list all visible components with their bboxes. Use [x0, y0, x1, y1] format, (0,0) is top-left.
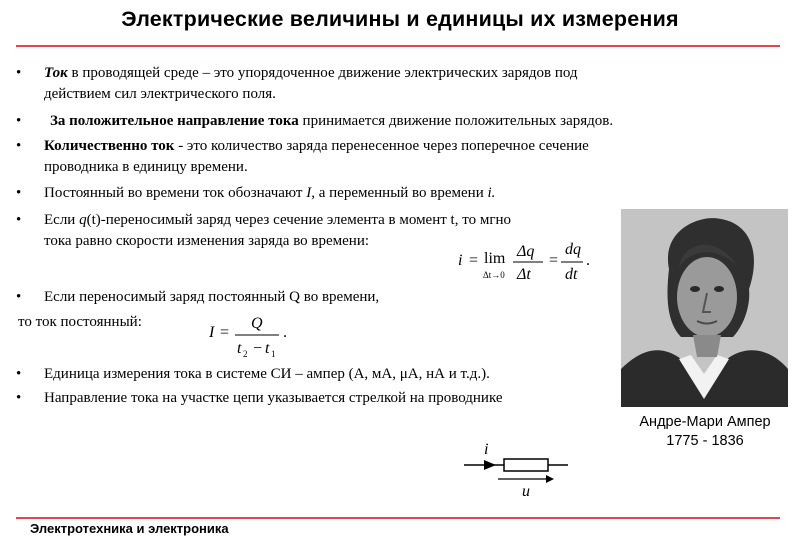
footer-text: Электротехника и электроника — [30, 521, 229, 536]
symbol-I: I — [306, 185, 312, 201]
title-divider — [16, 45, 780, 47]
term-positive-direction: За положительное направление тока — [50, 113, 299, 129]
list-item — [16, 63, 578, 105]
formula-text: dq — [565, 241, 581, 258]
current-arrow-icon — [484, 460, 496, 470]
symbol-q: q — [79, 212, 87, 228]
voltage-label: u — [522, 483, 530, 500]
constant-current-formula — [205, 313, 295, 361]
portrait-illustration — [621, 209, 788, 407]
list-item — [16, 210, 511, 252]
page-title: Электрические величины и единицы их измерения — [121, 7, 679, 31]
formula-text: 2 — [243, 349, 248, 359]
item-text: принимается движение положительных зарядов. — [298, 113, 614, 129]
item-text: тока равно скорости изменения заряда во времени: — [44, 233, 370, 249]
list-item — [16, 136, 589, 178]
formula-text: Δq — [517, 243, 535, 260]
item-text: Направление тока на участке цепи указывается стрелкой на проводнике — [44, 390, 503, 406]
term-current: Ток — [44, 65, 68, 81]
formula-text: Δt — [517, 266, 531, 283]
item-text: Если — [44, 212, 80, 228]
item-text: - это количество заряда перенесенное через поперечное сечение — [174, 138, 589, 154]
formula-text: dt — [565, 266, 578, 283]
term-quantitative: Количественно ток — [44, 138, 175, 154]
portrait-caption — [612, 413, 798, 451]
current-label: i — [484, 441, 489, 458]
list-item — [16, 388, 503, 409]
formula-text: = — [469, 252, 479, 269]
bullet-marker: • — [16, 212, 22, 228]
symbol-i: i. — [487, 185, 496, 201]
item-text: Если переносимый заряд постоянный Q во времени, — [44, 289, 380, 305]
list-item — [16, 364, 490, 385]
formula-text: I — [209, 324, 215, 341]
formula-text: . — [586, 252, 590, 269]
item-text: (t)-переносимый заряд через сечение элемента в момент t, то мгно — [86, 212, 511, 228]
formula-text: Q — [251, 315, 263, 332]
bullet-marker: • — [16, 113, 22, 129]
formula-text: i — [458, 252, 463, 269]
resistor-element — [504, 459, 548, 471]
list-item — [16, 111, 614, 132]
item-text: Постоянный во времени ток обозначают — [44, 185, 307, 201]
list-item — [16, 287, 380, 308]
formula-text: − — [253, 340, 263, 357]
item-text: действием сил электрического поля. — [44, 86, 276, 102]
formula-text: lim — [484, 250, 506, 267]
voltage-arrow-icon — [546, 475, 554, 483]
item-text: в проводящей среде – это упорядоченное движение электрических зарядов под — [67, 65, 578, 81]
formula-text: t — [265, 340, 270, 357]
current-derivative-formula — [455, 234, 615, 286]
caption-years: 1775 - 1836 — [666, 433, 744, 449]
formula-text: = — [549, 252, 559, 269]
formula-text: t — [237, 340, 242, 357]
caption-name: Андре-Мари Ампер — [639, 414, 771, 430]
item-text: проводника в единицу времени. — [44, 159, 248, 175]
bullet-marker: • — [16, 366, 22, 382]
bullet-marker: • — [16, 138, 22, 154]
ampere-portrait — [621, 209, 788, 407]
bullet-marker: • — [16, 390, 22, 406]
item-text: Единица измерения тока в системе СИ – ампер (А, мА, μА, нА и т.д.). — [44, 366, 490, 382]
formula-text: = — [220, 324, 230, 341]
circuit-element-diagram — [462, 440, 572, 500]
bullet-marker: • — [16, 289, 22, 305]
list-item — [16, 183, 496, 204]
footer-divider — [16, 517, 780, 519]
continuation-text: то ток постоянный: — [18, 314, 142, 330]
formula-text: Δt→0 — [483, 270, 505, 280]
formula-text: . — [283, 324, 287, 341]
bullet-marker: • — [16, 65, 22, 81]
item-text: , а переменный во времени — [311, 185, 488, 201]
formula-text: 1 — [271, 349, 276, 359]
bullet-marker: • — [16, 185, 22, 201]
